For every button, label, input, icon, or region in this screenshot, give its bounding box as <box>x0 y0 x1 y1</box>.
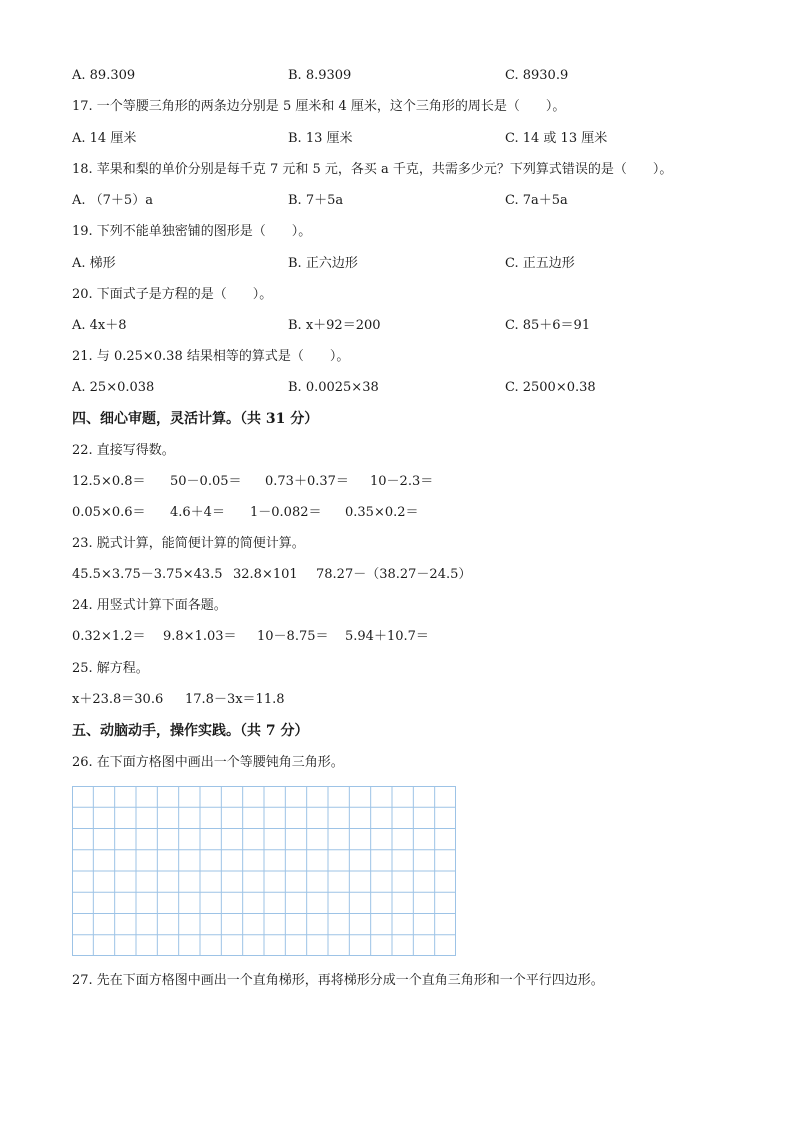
q16-option-b: B. 8.9309 <box>288 68 352 83</box>
q22-r1-item-1: 12.5×0.8＝ <box>72 474 146 489</box>
q19-option-c: C. 正五边形 <box>505 256 575 271</box>
q26-square-grid <box>72 786 456 956</box>
q21-option-a: A. 25×0.038 <box>72 380 155 395</box>
q25-item-1: x＋23.8＝30.6 <box>72 692 164 707</box>
q22-r2-item-3: 1－0.082＝ <box>250 505 322 520</box>
q17-option-a: A. 14 厘米 <box>72 131 137 146</box>
q23-item-3: 78.27－（38.27－24.5） <box>316 567 472 582</box>
q18-option-b: B. 7＋5a <box>288 193 344 208</box>
q25-item-2: 17.8－3x＝11.8 <box>185 692 285 707</box>
q17-option-c: C. 14 或 13 厘米 <box>505 131 608 146</box>
q17-option-b: B. 13 厘米 <box>288 131 353 146</box>
q17-stem: 17. 一个等腰三角形的两条边分别是 5 厘米和 4 厘米，这个三角形的周长是（ ）。 <box>72 99 566 114</box>
q20-option-a: A. 4x＋8 <box>72 318 127 333</box>
q22-r1-item-2: 50－0.05＝ <box>170 474 242 489</box>
q18-option-a: A. （7＋5）a <box>72 193 153 208</box>
q18-stem: 18. 苹果和梨的单价分别是每千克 7 元和 5 元，各买 a 千克，共需多少元？下列算式错误的是（ ）。 <box>72 162 673 177</box>
section-5-heading: 五、动脑动手，操作实践。（共 7 分） <box>72 723 309 739</box>
q19-stem: 19. 下列不能单独密铺的图形是（ ）。 <box>72 224 312 239</box>
section-4-heading: 四、细心审题，灵活计算。（共 31 分） <box>72 411 319 427</box>
q20-option-b: B. x＋92＝200 <box>288 318 381 333</box>
q24-item-3: 10－8.75＝ <box>257 629 329 644</box>
q26-stem: 26. 在下面方格图中画出一个等腰钝角三角形。 <box>72 755 344 770</box>
q20-option-c: C. 85＋6＝91 <box>505 318 591 333</box>
q22-r2-item-1: 0.05×0.6＝ <box>72 505 146 520</box>
q25-stem: 25. 解方程。 <box>72 661 149 676</box>
q22-r2-item-4: 0.35×0.2＝ <box>345 505 419 520</box>
q21-option-c: C. 2500×0.38 <box>505 380 596 395</box>
q23-item-1: 45.5×3.75－3.75×43.5 <box>72 567 223 582</box>
q22-stem: 22. 直接写得数。 <box>72 443 175 458</box>
q24-item-4: 5.94＋10.7＝ <box>345 629 429 644</box>
q16-option-c: C. 8930.9 <box>505 68 569 83</box>
q19-option-b: B. 正六边形 <box>288 256 358 271</box>
q16-option-a: A. 89.309 <box>72 68 136 83</box>
q18-option-c: C. 7a＋5a <box>505 193 568 208</box>
q23-item-2: 32.8×101 <box>233 567 298 582</box>
q20-stem: 20. 下面式子是方程的是（ ）。 <box>72 287 273 302</box>
q23-stem: 23. 脱式计算，能简便计算的简便计算。 <box>72 536 305 551</box>
q19-option-a: A. 梯形 <box>72 256 116 271</box>
q22-r2-item-2: 4.6＋4＝ <box>170 505 225 520</box>
q21-stem: 21. 与 0.25×0.38 结果相等的算式是（ ）。 <box>72 349 350 364</box>
q24-stem: 24. 用竖式计算下面各题。 <box>72 598 227 613</box>
q24-item-1: 0.32×1.2＝ <box>72 629 146 644</box>
q24-item-2: 9.8×1.03＝ <box>163 629 237 644</box>
q21-option-b: B. 0.0025×38 <box>288 380 379 395</box>
q27-stem: 27. 先在下面方格图中画出一个直角梯形，再将梯形分成一个直角三角形和一个平行四边形。 <box>72 973 604 988</box>
q22-r1-item-4: 10－2.3＝ <box>370 474 434 489</box>
q22-r1-item-3: 0.73＋0.37＝ <box>265 474 349 489</box>
